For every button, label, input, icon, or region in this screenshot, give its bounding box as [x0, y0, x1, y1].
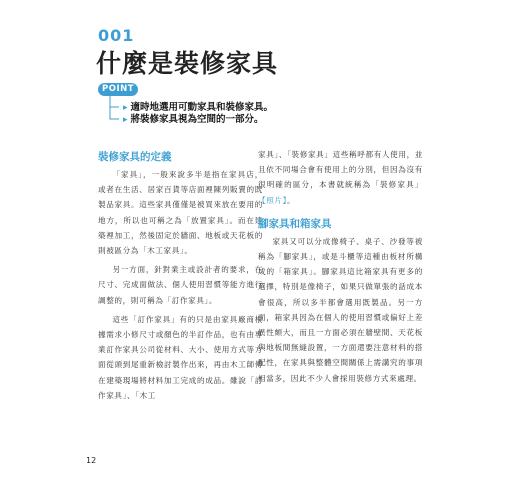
photo-reference: 【照片】	[258, 195, 287, 205]
point-item: ▸ 將裝修家具視為空間的一部分。	[123, 114, 264, 125]
page-number: 12	[86, 456, 97, 465]
left-column	[98, 149, 263, 407]
arrow-right-icon: ▸	[123, 103, 128, 113]
section-heading: 裝修家具的定義	[98, 151, 172, 163]
paragraph: 這些「訂作家具」有的只是由家具廠商根據需求小修尺寸或顏色的半訂作品，也有由專業訂作家具公司從材料、大小、使用方式等方面從頭到尾重新檢討製作出來，再由木工師傅在建築現場將材料加工完成的成品。雖說「訂作家具」、「木工	[98, 314, 263, 400]
chapter-title: 什麼是裝修家具	[96, 49, 279, 78]
paragraph: 「家具」，一般來說多半是指在家具店，或者在生活、居家百貨等店面裡陳列販賣的既製品家具。這些家具僅僅是被買來放在要用的地方，所以也可稱之為「放置家具」。而在建築裡加工，然後固定於牆面、地板或天花板的則被區分為「木工家具」。	[98, 170, 263, 256]
paragraph: 家具」、「裝修家具」這些稱呼都有人使用，並且依不同場合會有使用上的分別，但因為沒有很明確的區分，本書就統稱為「裝修家具」【照片】。	[258, 150, 423, 205]
paragraph: 另一方面，針對業主或設計者的要求，在尺寸、完成面做法、個人使用習慣等能方進行調整的，則可稱為「訂作家具」。	[98, 265, 263, 305]
section-heading: 腳家具和箱家具	[258, 217, 332, 230]
right-column	[258, 147, 423, 390]
arrow-right-icon: ▸	[123, 115, 128, 125]
paragraph: 家具又可以分成像椅子、桌子、沙發等被稱為「腳家具」，或是斗櫃等這種由板材所構成的「箱家具」。腳家具這比箱家具有更多的選擇，特別是像椅子，如果只做單張的話成本會很高，所以多半都會選用既製品。另一方面，箱家具因為在個人的使用習慣或偏好上差異性頗大，而且一方面必須在牆壁間、天花板與地板間無縫設置，一方面還要注意材料的搭配性，在家具與整體空間關係上需講究的事項相當多，因此不少人會採用裝修方式來處理。	[258, 236, 423, 383]
chapter-number: 001	[98, 26, 135, 45]
point-connector-lines	[108, 96, 124, 124]
point-item: ▸ 適時地選用可動家具和裝修家具。	[123, 102, 274, 113]
point-badge: POINT	[98, 83, 138, 96]
